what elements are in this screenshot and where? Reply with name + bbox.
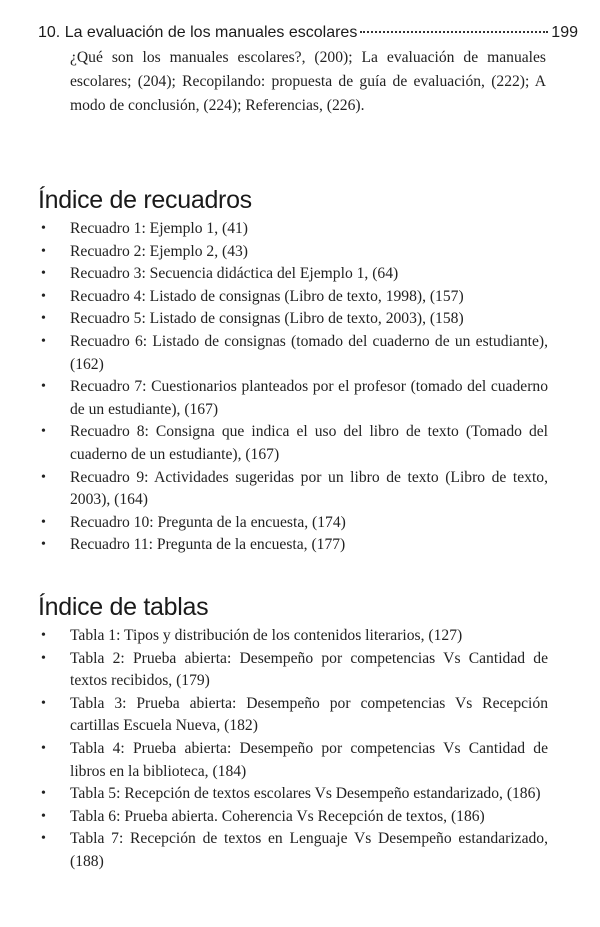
recuadros-heading: Índice de recuadros <box>38 186 252 214</box>
recuadro-item-text: Recuadro 2: Ejemplo 2, (43) <box>70 242 248 260</box>
recuadro-item <box>38 421 548 466</box>
toc-leader-dots <box>360 31 548 33</box>
recuadro-item-text: Recuadro 1: Ejemplo 1, (41) <box>70 220 248 237</box>
recuadro-item <box>38 512 548 535</box>
tabla-item-text: Tabla 2: Prueba abierta: Desempeño por competencias Vs Cantidad de textos recibidos, (179) <box>70 649 548 690</box>
toc-entry-page-number: 199 <box>551 24 578 41</box>
toc-entry-title: 10. La evaluación de los manuales escolares <box>38 24 358 41</box>
recuadros-list <box>38 218 548 557</box>
recuadro-item <box>38 308 548 331</box>
tabla-item-text: Tabla 3: Prueba abierta: Desempeño por competencias Vs Recepción cartillas Escuela Nueva, (182) <box>70 694 548 735</box>
bullet-icon: • <box>41 808 46 824</box>
tabla-item <box>38 783 548 806</box>
recuadro-item <box>38 331 548 376</box>
tabla-item <box>38 806 548 829</box>
tabla-item-text: Tabla 7: Recepción de textos en Lenguaje Vs Desempeño estandarizado, (188) <box>70 830 548 870</box>
recuadro-item-text: Recuadro 5: Listado de consignas (Libro de texto, 2003), (158) <box>70 310 464 328</box>
tabla-item <box>38 738 548 783</box>
recuadro-item-text: Recuadro 6: Listado de consignas (tomado del cuaderno de un estudiante), (162) <box>70 332 548 373</box>
tabla-item <box>38 693 548 738</box>
recuadro-item-text: Recuadro 9: Actividades sugeridas por un libro de texto (Libro de texto, 2003), (164) <box>70 468 548 509</box>
tablas-heading: Índice de tablas <box>38 593 209 621</box>
bullet-icon: • <box>41 288 46 304</box>
tabla-item <box>38 828 548 873</box>
toc-entry-chapter-10 <box>38 24 578 46</box>
recuadro-item-text: Recuadro 10: Pregunta de la encuesta, (174) <box>70 513 346 531</box>
bullet-icon: • <box>41 650 46 666</box>
tabla-item <box>38 648 548 693</box>
toc-entry-description: ¿Qué son los manuales escolares?, (200); La evaluación de manuales escolares; (204); Recopilando: propuesta de guía de evaluación, (222); A modo de conclusión, (224); Referencias, (226). <box>70 49 546 114</box>
bullet-icon: • <box>41 379 46 395</box>
bullet-icon: • <box>41 311 46 327</box>
bullet-icon: • <box>41 537 46 553</box>
bullet-icon: • <box>41 243 46 259</box>
recuadro-item-text: Recuadro 7: Cuestionarios planteados por el profesor (tomado del cuaderno de un estudiante), (167) <box>70 378 548 418</box>
tablas-list <box>38 625 548 874</box>
recuadro-item <box>38 534 548 557</box>
recuadro-item-text: Recuadro 8: Consigna que indica el uso del libro de texto (Tomado del cuaderno de un estudiante), (167) <box>70 423 548 463</box>
recuadro-item <box>38 218 548 241</box>
tabla-item-text: Tabla 6: Prueba abierta. Coherencia Vs Recepción de textos, (186) <box>70 807 485 825</box>
recuadro-item <box>38 263 548 286</box>
recuadro-item <box>38 286 548 309</box>
recuadro-item-text: Recuadro 3: Secuencia didáctica del Ejemplo 1, (64) <box>70 265 399 283</box>
bullet-icon: • <box>41 266 46 282</box>
tabla-item-text: Tabla 1: Tipos y distribución de los contenidos literarios, (127) <box>70 627 463 644</box>
bullet-icon: • <box>41 786 46 802</box>
bullet-icon: • <box>41 424 46 440</box>
bullet-icon: • <box>41 469 46 485</box>
recuadro-item-text: Recuadro 4: Listado de consignas (Libro de texto, 1998), (157) <box>70 287 464 305</box>
bullet-icon: • <box>41 333 46 349</box>
tabla-item <box>38 625 548 648</box>
tabla-item-text: Tabla 4: Prueba abierta: Desempeño por competencias Vs Cantidad de libros en la biblioteca, (184) <box>70 739 548 780</box>
bullet-icon: • <box>41 221 46 236</box>
bullet-icon: • <box>41 514 46 530</box>
bullet-icon: • <box>41 740 46 756</box>
recuadro-item <box>38 241 548 264</box>
recuadro-item-text: Recuadro 11: Pregunta de la encuesta, (177) <box>70 536 346 554</box>
bullet-icon: • <box>41 831 46 847</box>
bullet-icon: • <box>41 628 46 643</box>
recuadro-item <box>38 376 548 421</box>
bullet-icon: • <box>41 695 46 711</box>
tabla-item-text: Tabla 5: Recepción de textos escolares Vs Desempeño estandarizado, (186) <box>70 785 541 803</box>
recuadro-item <box>38 467 548 512</box>
